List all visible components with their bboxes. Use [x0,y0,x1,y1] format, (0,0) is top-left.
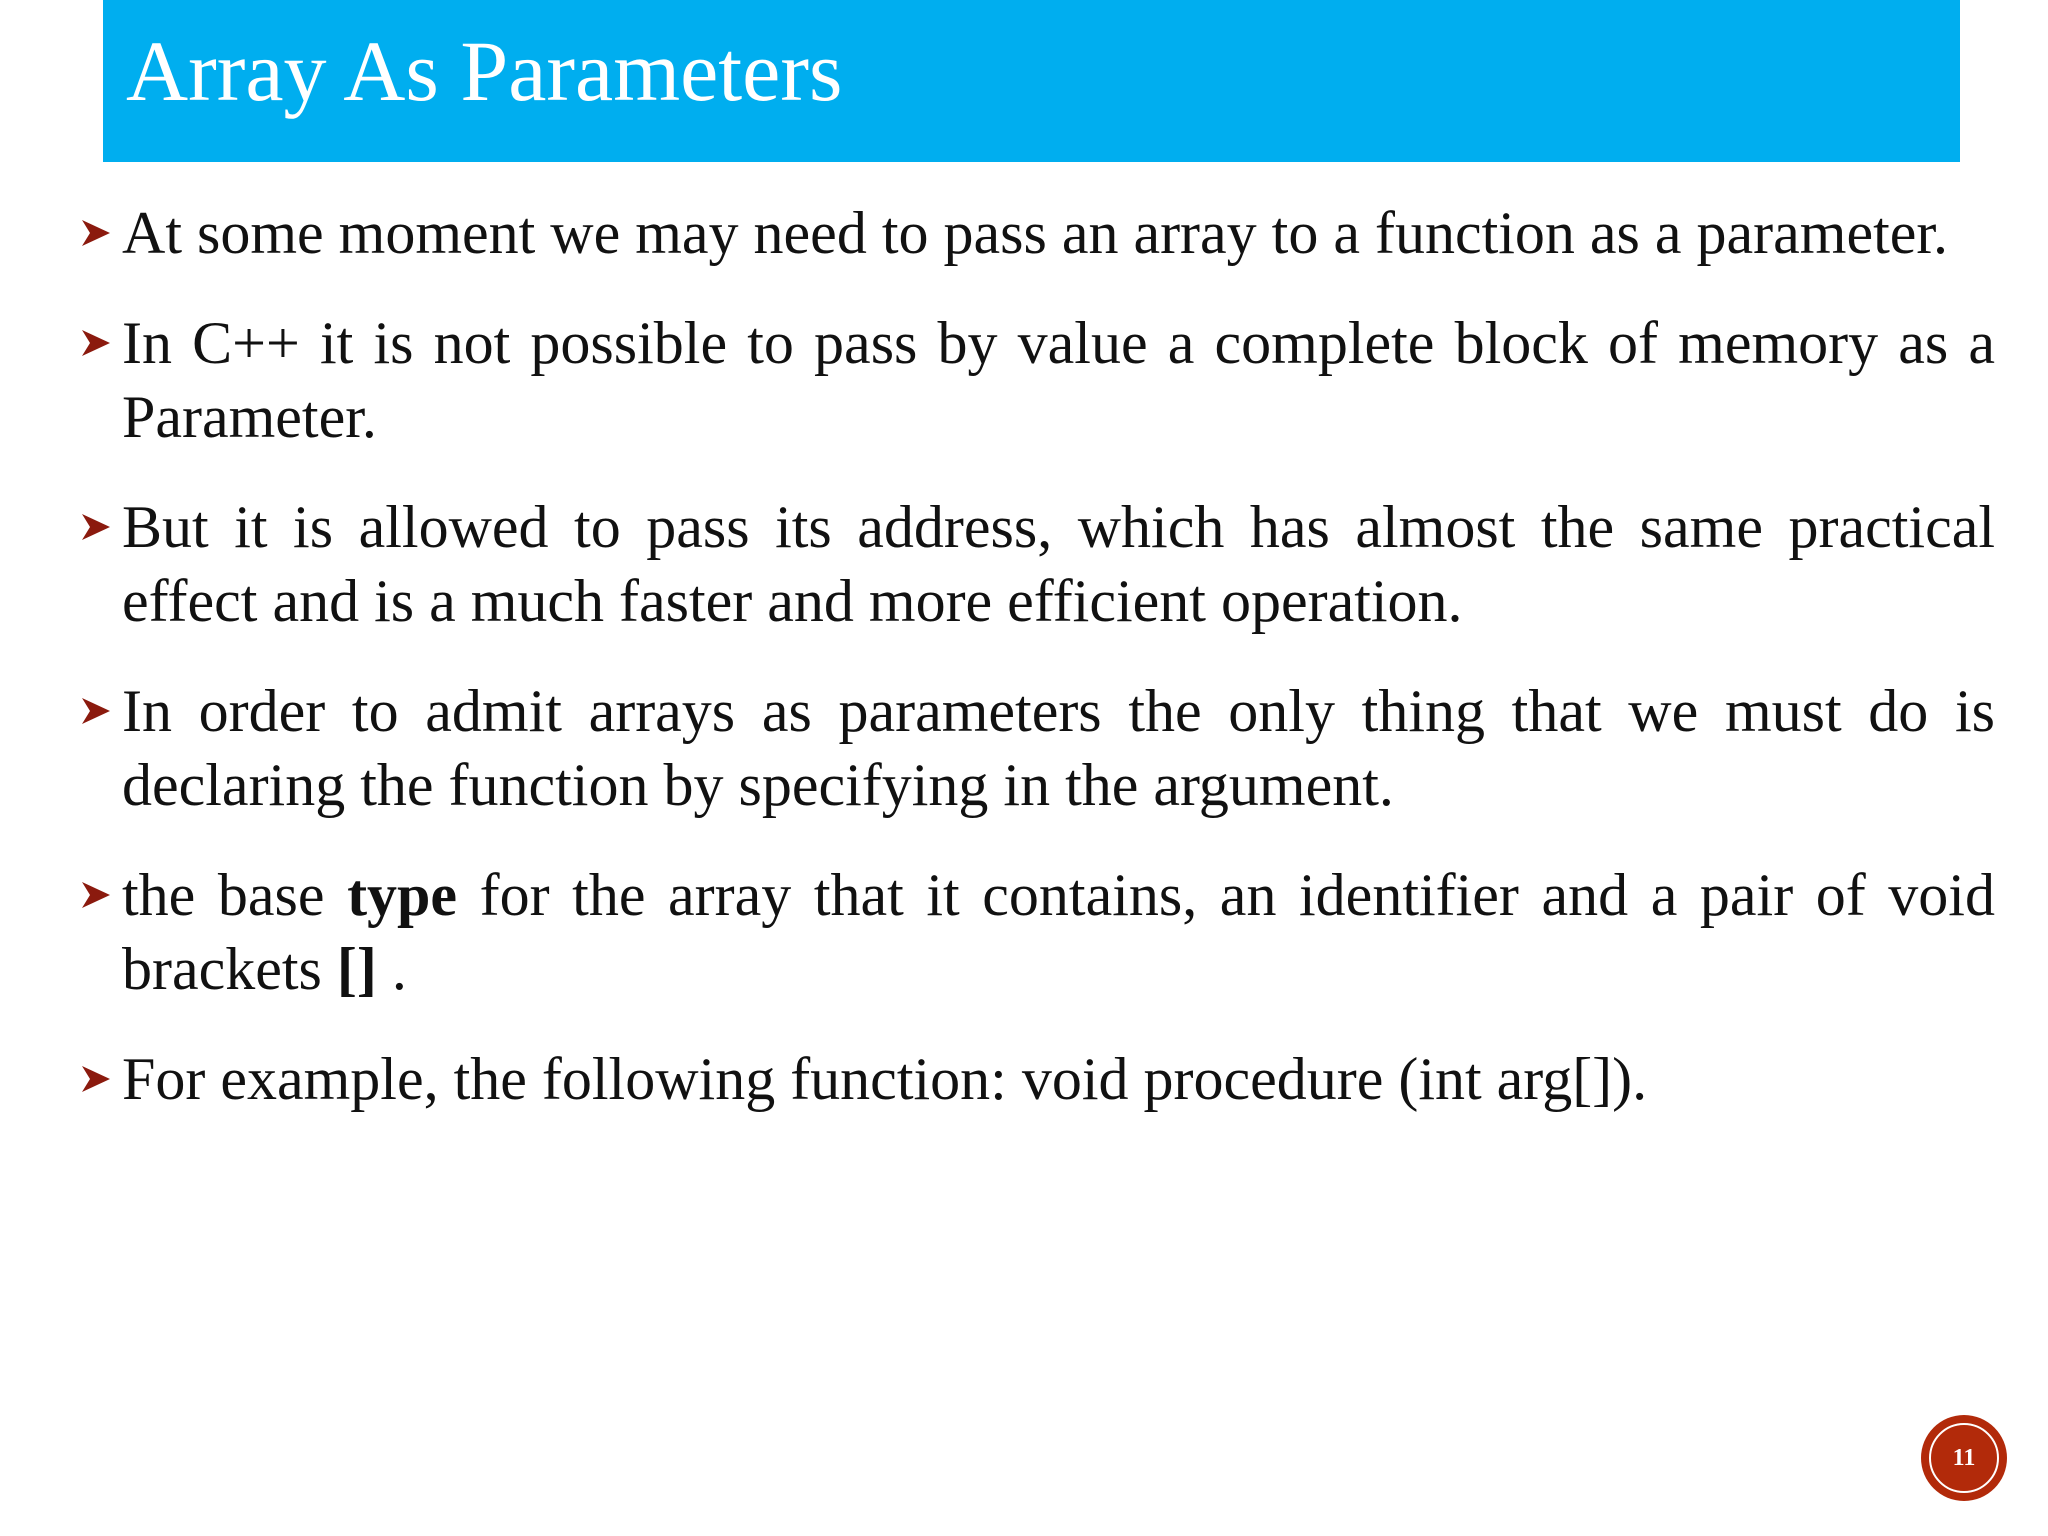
bullet-text: At some moment we may need to pass an array to a function as a parameter. [122,200,1949,266]
arrowhead-bullet-icon [80,490,122,564]
bullet-text: But it is allowed to pass its address, which has almost the same practical effect and is a much faster and more efficient operation. [122,494,1995,634]
bullet-item-5 [80,858,1995,1006]
bullet-text-part: the base [122,862,348,928]
title-bar [103,0,1960,162]
arrowhead-bullet-icon [80,196,122,270]
slide-title: Array As Parameters [126,23,843,119]
arrowhead-bullet-icon [80,674,122,748]
bullet-item-2 [80,306,1995,454]
bullet-item-3 [80,490,1995,638]
arrowhead-bullet-icon [80,1042,122,1116]
bullet-item-1 [80,196,1995,270]
bullet-item-4 [80,674,1995,822]
bold-brackets: [] [336,936,377,1002]
arrowhead-bullet-icon [80,858,122,932]
arrowhead-bullet-icon [80,306,122,380]
bullet-text: In order to admit arrays as parameters the only thing that we must do is declaring the function by specifying in the argument. [122,678,1995,818]
page-number: 11 [1952,1445,1976,1471]
bullet-list [80,196,1995,1152]
bold-keyword-type: type [347,862,458,928]
bullet-text-part: for the array that it contains, an identifier and a pair of void brackets [122,862,1995,1002]
page-number-badge [1919,1413,2009,1503]
bullet-text: In C++ it is not possible to pass by value a complete block of memory as a Parameter. [122,310,1995,450]
bullet-item-6 [80,1042,1995,1116]
bullet-text [122,862,1995,1002]
bullet-text: For example, the following function: void procedure (int arg[]). [122,1046,1648,1112]
bullet-text-part: . [376,936,407,1002]
